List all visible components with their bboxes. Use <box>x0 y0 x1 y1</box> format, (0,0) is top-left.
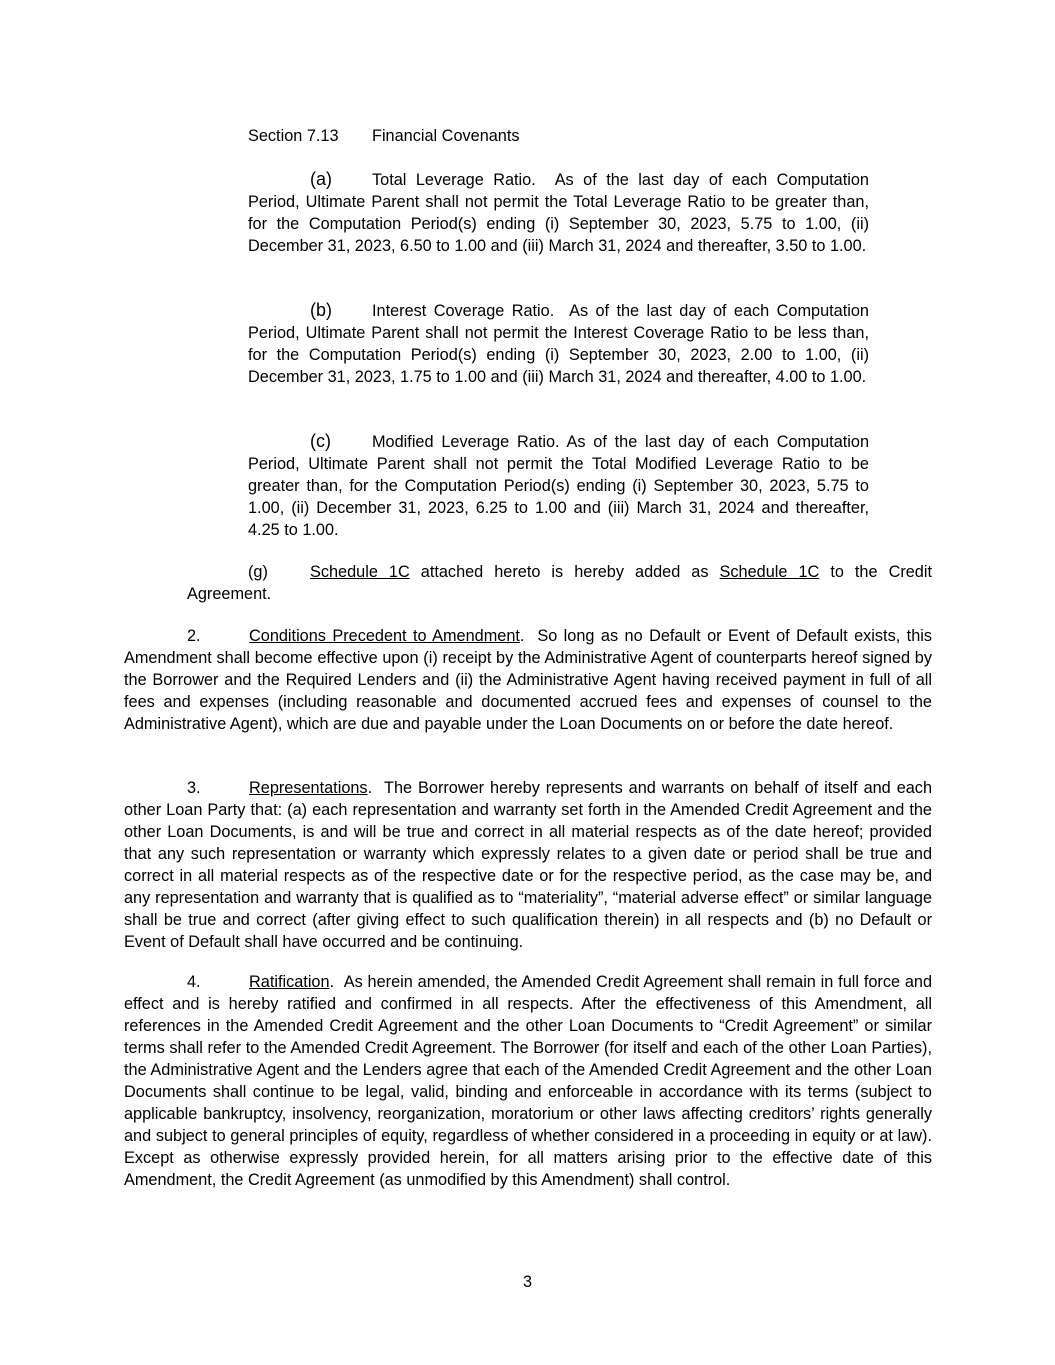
section-number: 3. <box>187 779 201 797</box>
covenant-c-paragraph <box>248 430 869 541</box>
section-heading: Representations <box>249 779 368 797</box>
schedule-1c-reference: Schedule 1C <box>310 563 410 581</box>
section-4-paragraph: 4. Ratification. As herein amended, the Amended Credit Agreement shall remain in full force and effect and is hereby ratified and confirmed in all respects. After the effectiveness of this Amendment, all references in the Amended Credit Agreement and the other Loan Documents to “Credit Agreement” or similar terms shall refer to the Amended Credit Agreement. The Borrower (for itself and each of the other Loan Parties), the Administrative Agent and the Lenders agree that each of the Amended Credit Agreement and the other Loan Documents shall continue to be legal, valid, binding and enforceable in accordance with its terms (subject to applicable bankruptcy, insolvency, reorganization, moratorium or other laws affecting creditors’ rights generally and subject to general principles of equity, regardless of whether considered in a proceeding in equity or at law). Except as otherwise expressly provided herein, for all matters arising prior to the effective date of this Amendment, the Credit Agreement (as unmodified by this Amendment) shall control. <box>124 973 933 1189</box>
covenant-label: (b) <box>310 300 332 320</box>
section-number: Section 7.13 <box>248 127 339 145</box>
schedule-1c-reference: Schedule 1C <box>719 563 820 581</box>
section-text: So long as no Default or Event of Default exists, this Amendment shall become effective upon (i) receipt by the Administrative Agent of counterparts hereof signed by the Borrower and the Required Lenders and (ii) the Administrative Agent having received payment in full of all fees and expenses (including reasonable and documented accrued fees and expenses of counsel to the Administrative Agent), which are due and payable under the Loan Documents on or before the date hereof. <box>124 627 933 733</box>
covenant-heading: Total Leverage Ratio. <box>372 171 536 189</box>
covenant-a-paragraph <box>248 168 869 257</box>
item-g-text: attached hereto is hereby added as <box>420 563 709 581</box>
section-2-paragraph: 2. Conditions Precedent to Amendment. So long as no Default or Event of Default exists, this Amendment shall become effective upon (i) receipt by the Administrative Agent of counterparts hereof signed by the Borrower and the Required Lenders and (ii) the Administrative Agent having received payment in full of all fees and expenses (including reasonable and documented accrued fees and expenses of counsel to the Administrative Agent), which are due and payable under the Loan Documents on or before the date hereof. <box>124 627 933 733</box>
covenant-label: (a) <box>310 169 332 189</box>
section-heading: Conditions Precedent to Amendment <box>249 627 520 645</box>
section-number: 2. <box>187 627 201 645</box>
section-text: The Borrower hereby represents and warrants on behalf of itself and each other Loan Party that: (a) each representation and warranty set forth in the Amended Credit Agreement and the other Loan Documents, is and will be true and correct in all material respects as of the date hereof; provided that any such representation or warranty which expressly relates to a given date or period shall be true and correct in all material respects as of the respective date or for the respective period, as the case may be, and any representation and warranty that is qualified as to “materiality”, “material adverse effect” or similar language shall be true and correct (after giving effect to such qualification therein) in all respects and (b) no Default or Event of Default shall have occurred and be continuing. <box>124 779 932 951</box>
covenant-b-paragraph <box>248 299 869 388</box>
page-number: 3 <box>522 1273 533 1291</box>
item-g-label: (g) <box>248 563 268 581</box>
section-text: As herein amended, the Amended Credit Agreement shall remain in full force and effect and is hereby ratified and confirmed in all respects. After the effectiveness of this Amendment, all references in the Amended Credit Agreement and the other Loan Documents to “Credit Agreement” or similar terms shall refer to the Amended Credit Agreement. The Borrower (for itself and each of the other Loan Parties), the Administrative Agent and the Lenders agree that each of the Amended Credit Agreement and the other Loan Documents shall continue to be legal, valid, binding and enforceable in accordance with its terms (subject to applicable bankruptcy, insolvency, reorganization, moratorium or other laws affecting creditors’ rights generally and subject to general principles of equity, regardless of whether considered in a proceeding in equity or at law). Except as otherwise expressly provided herein, for all matters arising prior to the effective date of this Amendment, the Credit Agreement (as unmodified by this Amendment) shall control. <box>124 973 933 1189</box>
covenant-heading: Modified Leverage Ratio. <box>372 433 560 451</box>
covenant-text: As of the last day of each Computation Period, Ultimate Parent shall not permit the Total Modified Leverage Ratio to be greater than, for the Computation Period(s) ending (i) September 30, 2023, 5.75 to 1.00, (ii) December 31, 2023, 6.25 to 1.00 and (iii) March 31, 2024 and thereafter, 4.25 to 1.00. <box>248 433 870 539</box>
section-number: 4. <box>187 973 201 991</box>
item-g-text: to the Credit Agreement. <box>187 563 932 603</box>
covenant-heading: Interest Coverage Ratio. <box>372 302 555 320</box>
section-title: Financial Covenants <box>372 127 520 145</box>
covenant-text: As of the last day of each Computation Period, Ultimate Parent shall not permit the Interest Coverage Ratio to be less than, for the Computation Period(s) ending (i) September 30, 2023, 2.00 to 1.00, (ii) December 31, 2023, 1.75 to 1.00 and (iii) March 31, 2024 and thereafter, 4.00 to 1.00. <box>248 302 869 386</box>
item-g-paragraph <box>187 561 932 605</box>
section-3-paragraph: 3. Representations. The Borrower hereby represents and warrants on behalf of itself and each other Loan Party that: (a) each representation and warranty set forth in the Amended Credit Agreement and the other Loan Documents, is and will be true and correct in all material respects as of the date hereof; provided that any such representation or warranty which expressly relates to a given date or period shall be true and correct in all material respects as of the respective date or for the respective period, as the case may be, and any representation and warranty that is qualified as to “materiality”, “material adverse effect” or similar language shall be true and correct (after giving effect to such qualification therein) in all respects and (b) no Default or Event of Default shall have occurred and be continuing. <box>124 779 932 951</box>
section-heading: Ratification <box>249 973 330 991</box>
covenant-text: As of the last day of each Computation Period, Ultimate Parent shall not permit the Total Leverage Ratio to be greater than, for the Computation Period(s) ending (i) September 30, 2023, 5.75 to 1.00, (ii) December 31, 2023, 6.50 to 1.00 and (iii) March 31, 2024 and thereafter, 3.50 to 1.00. <box>248 171 869 255</box>
section-heading <box>248 125 520 147</box>
covenant-label: (c) <box>310 431 331 451</box>
